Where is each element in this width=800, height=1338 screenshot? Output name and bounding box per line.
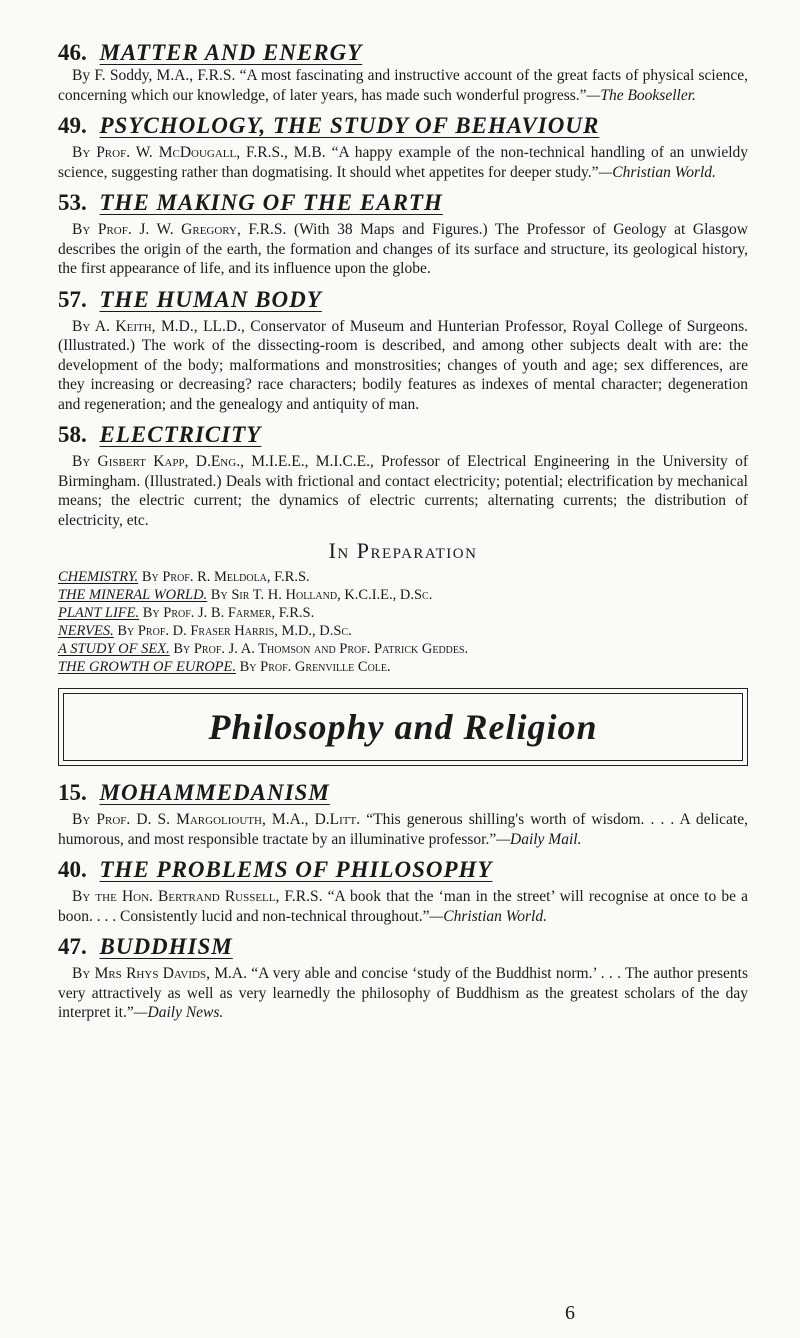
- list-item: NERVES. By Prof. D. Fraser Harris, M.D., D.Sc.: [58, 623, 352, 639]
- entry-number: 58.: [58, 422, 87, 447]
- entry-description: [58, 220, 748, 279]
- entry-author: By A. Keith, M.D., LL.D.,: [72, 317, 245, 335]
- entry-title: [58, 422, 748, 448]
- entry-mohammedanism: [58, 780, 748, 849]
- entry-psychology: [58, 113, 748, 182]
- entry-body: (With 38 Maps and Figures.) The Professor of Geology at Glasgow describes the origin of the earth, the formation and changes of its surface and structure, its geological history, the first appearance of life, and its influence upon the globe.: [58, 221, 749, 277]
- entry-matter-and-energy: [58, 40, 748, 105]
- entry-problems-of-philosophy: [58, 857, 748, 926]
- entry-body: Professor of Electrical Engineering in the University of Birmingham. (Illustrated.) Deals with frictional and contact electricity; potential; electrification by mechanical means; the electric current; the dynamics of electric currents; alternating currents; the distribution of electricity, etc.: [58, 453, 748, 529]
- list-item: THE MINERAL WORLD. By Sir T. H. Holland, K.C.I.E., D.Sc.: [58, 587, 433, 603]
- entry-author: By Gisbert Kapp, D.Eng., M.I.E.E., M.I.C.E.,: [72, 453, 374, 470]
- entry-title: [58, 934, 748, 960]
- entry-author: By Mrs Rhys Davids, M.A.: [72, 965, 247, 982]
- entry-title-text: MATTER AND ENERGY: [99, 40, 363, 65]
- page-number: 6: [565, 1302, 575, 1324]
- entry-description: [58, 143, 748, 182]
- entry-title: [58, 40, 748, 66]
- section-heading-box: [58, 688, 748, 766]
- in-preparation-heading: In Preparation: [328, 538, 478, 563]
- entry-title: [58, 780, 748, 806]
- entry-description: [58, 66, 748, 105]
- entry-body: “A happy example of the non-technical handling of an unwieldy science, suggesting rather than dogmatising. It should whet appetites for deeper study.”: [58, 144, 749, 181]
- entry-source: —Christian World.: [429, 907, 547, 925]
- entry-author: By Prof. D. S. Margoliouth, M.A., D.Litt.: [72, 811, 361, 828]
- in-preparation-list: [58, 568, 748, 676]
- entry-number: 15.: [58, 780, 87, 805]
- entry-description: [58, 317, 748, 415]
- entry-title-text: BUDDHISM: [99, 934, 233, 959]
- entry-description: [58, 887, 748, 926]
- entry-number: 46.: [58, 40, 87, 65]
- entry-number: 57.: [58, 286, 87, 312]
- entry-title-text: THE MAKING OF THE EARTH: [99, 190, 443, 215]
- entry-title-text: ELECTRICITY: [99, 422, 262, 447]
- entry-number: 49.: [58, 113, 87, 138]
- page-content: [58, 40, 748, 1031]
- entry-author: By Prof. W. McDougall, F.R.S., M.B.: [72, 144, 326, 161]
- list-item: THE GROWTH OF EUROPE. By Prof. Grenville Cole.: [58, 659, 391, 675]
- entry-author: By the Hon. Bertrand Russell, F.R.S.: [72, 888, 323, 905]
- entry-source: —Christian World.: [598, 163, 716, 181]
- entry-title-text: THE PROBLEMS OF PHILOSOPHY: [99, 857, 493, 882]
- entry-title: [58, 857, 748, 883]
- entry-title: [58, 113, 748, 139]
- entry-title: [58, 190, 748, 216]
- entry-number: 47.: [58, 934, 87, 959]
- list-item: PLANT LIFE. By Prof. J. B. Farmer, F.R.S.: [58, 605, 315, 621]
- entry-title-text: THE HUMAN BODY: [99, 286, 322, 312]
- intro-text: By F. Soddy, M.A., F.R.S. “A most fascinating and instructive account of the great facts of physical science, concerning which our knowledge, of later years, has made such wonderful progress.”: [58, 67, 748, 104]
- entry-description: [58, 810, 748, 849]
- entry-description: [58, 964, 748, 1023]
- entry-buddhism: [58, 934, 748, 1023]
- intro-source: —The Bookseller.: [586, 86, 696, 104]
- entry-source: —Daily Mail.: [496, 830, 582, 848]
- entry-source: —Daily News.: [133, 1004, 224, 1021]
- entry-number: 40.: [58, 857, 87, 882]
- entry-electricity: [58, 422, 748, 530]
- entry-body: Conservator of Museum and Hunterian Professor, Royal College of Surgeons. (Illustrated.) The work of the dissecting-room is described, and among other subjects dealt with are: the development of the body; malformations and monstrosities; changes of youth and age; sex differences, are they increasing or decreasing? race characters; bodily features as indexes of mental character; degeneration and regeneration; and the genealogy and antiquity of man.: [58, 317, 748, 413]
- entry-title: [58, 287, 748, 313]
- entry-making-of-the-earth: [58, 190, 748, 279]
- entry-body: “This generous shilling's worth of wisdom. . . . A delicate, humorous, and most responsible tractate by an illuminative professor.”: [58, 811, 748, 848]
- list-item: CHEMISTRY. By Prof. R. Meldola, F.R.S.: [58, 569, 310, 585]
- entry-body: “A book that the ‘man in the street’ will recognise at once to be a boon. . . . Consistently lucid and non-technical throughout.”: [58, 888, 749, 925]
- list-item: A STUDY OF SEX. By Prof. J. A. Thomson and Prof. Patrick Geddes.: [58, 641, 469, 657]
- entry-body: “A very able and concise ‘study of the Buddhist norm.’ . . . The author presents very attractively as well as very learnedly the philosophy of Buddhism as the greatest scholars of the day interpret it.”: [58, 965, 749, 1021]
- entry-human-body: [58, 287, 748, 415]
- entry-number: 53.: [58, 190, 87, 215]
- entry-description: [58, 452, 748, 530]
- entry-author: By Prof. J. W. Gregory, F.R.S.: [72, 221, 287, 238]
- entry-title-text: MOHAMMEDANISM: [99, 780, 330, 805]
- section-heading: Philosophy and Religion: [63, 693, 743, 761]
- entry-title-text: PSYCHOLOGY, THE STUDY OF BEHAVIOUR: [99, 113, 600, 138]
